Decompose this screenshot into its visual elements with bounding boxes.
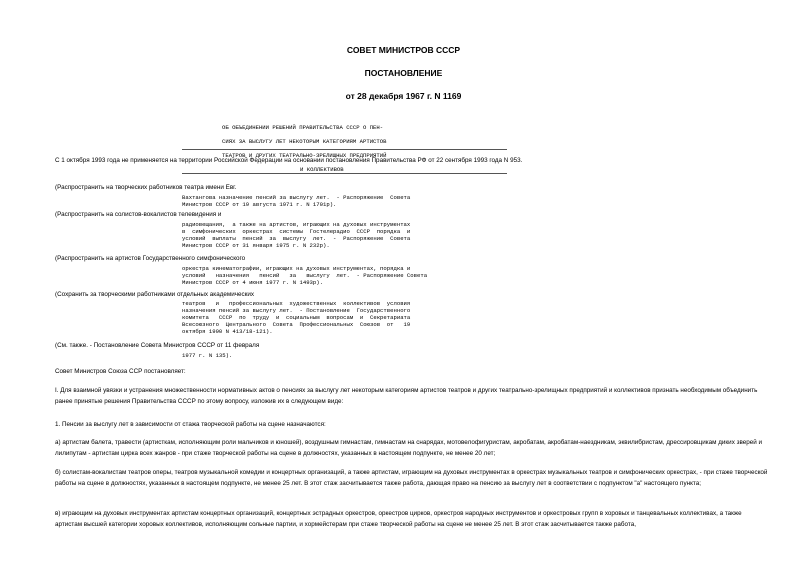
note-mono: оркестра кинематографии, играющих на духовых инструментах, порядка и условий назначения пенсий за выслугу лет. - Распоряжение Совета Министров СССР от 4 июня 1977 г. N 1493р).	[182, 265, 428, 286]
note-mono: театров и профессиональных художественных коллективов условия назначения пенсий за выслугу лет. - Постановление Государственного комитета СССР по труду и социальным вопросам и Секретариата Всесоюзного Центрального Совета Профессиональных Союзов от 19 октября 1990 N 413/18-121).	[182, 300, 411, 335]
note-mono: Вахтангова назначение пенсий за выслугу лет. - Распоряжение Совета Министров СССР от 19 августа 1971 г. N 1701р).	[182, 194, 411, 208]
paragraph: б) солистам-вокалистам театров оперы, театров музыкальной комедии и концертных организаций, а также артистам, играющим на духовых инструментах в оркестрах музыкальных театров и симфонических оркестрах, - при стаже творческой работы на сцене в должностях, указанных в настоящем подпункте, не менее 25 лет. В этот стаж засчитывается также работа, дающая право на пенсию за выслугу лет в соответствии с подпунктом "а" настоящего пункта;	[55, 469, 768, 487]
paragraph: I. Для взаимной увязки и устранения множественности нормативных актов о пенсиях за выслугу лет некоторым категориям артистов театров и других театрально-зрелищных предприятий и коллективов признать необходимым объединить ранее принятые решения Правительства СССР по этому вопросу, изложив их в следующем виде:	[55, 387, 758, 405]
note-lead: (См. также. - Постановление Совета Министров СССР от 11 февраля	[55, 342, 260, 349]
doc-date: от 28 декабря 1967 г. N 1169	[345, 91, 462, 101]
note-mono: радиовещания, а также на артистов, играющих на духовых инструментах в симфонических оркестрах системы Гостелерадио СССР порядка и условий выплаты пенсий за выслугу лет. - Распоряжение Совета Министров СССР от 31 января 1975 г. N 232р).	[182, 221, 411, 249]
note-mono: 1977 г. N 135).	[182, 352, 233, 359]
note-lead: (Распространить на артистов Государственного симфонического	[55, 255, 246, 262]
intro: Совет Министров Союза ССР постановляет:	[55, 368, 186, 375]
note-lead: (Сохранить за творческими работниками отдельных академических	[55, 291, 255, 298]
org-title: СОВЕТ МИНИСТРОВ СССР	[346, 45, 461, 55]
title-line: И КОЛЛЕКТИВОВ	[300, 166, 344, 173]
title-line: СИЯХ ЗА ВЫСЛУГУ ЛЕТ НЕКОТОРЫМ КАТЕГОРИЯМ АРТИСТОВ	[222, 138, 387, 145]
paragraph: а) артистам балета, травести (артисткам, исполняющим роли мальчиков и юношей), воздушным гимнастам, гимнастам на снарядах, мотовелофигуристам, акробатам, акробатам-наездникам, эквилибристам, дрессировщикам диких зверей и лилипутам - артистам цирка всех жанров - при стаже творческой работы на сцене в должностях, указанных в настоящем подпункте, не менее 20 лет;	[55, 439, 763, 457]
divider	[182, 149, 507, 150]
title-line: ТЕАТРОВ И ДРУГИХ ТЕАТРАЛЬНО-ЗРЕЛИЩНЫХ ПРЕДПРИЯТИЙ	[222, 152, 387, 159]
doc-type: ПОСТАНОВЛЕНИЕ	[364, 68, 443, 78]
note-lead: (Распространить на творческих работников театра имени Евг.	[55, 184, 237, 191]
paragraph: 1. Пенсии за выслугу лет в зависимости от стажа творческой работы на сцене назначаются:	[55, 421, 326, 428]
paragraph: в) играющим на духовых инструментах артистам концертных организаций, концертных эстрадных оркестров, оркестров цирков, оркестров народных инструментов и оркестровых групп в хоровых и танцевальных коллективах, а также артистам высшей категории хоровых коллективов, исполняющим сольные партии, и хормейстерам при стаже творческой работы на сцене не менее 25 лет. В этот стаж засчитывается также работа,	[55, 510, 742, 528]
title-line: ОБ ОБЪЕДИНЕНИИ РЕШЕНИЙ ПРАВИТЕЛЬСТВА СССР О ПЕН-	[222, 124, 384, 131]
notice: С 1 октября 1993 года не применяется на территории Российской Федерации на основании постановления Правительства РФ от 22 сентября 1993 года N 953.	[55, 157, 523, 164]
divider	[182, 173, 507, 174]
note-lead: (Распространить на солистов-вокалистов телевидения и	[55, 211, 222, 218]
